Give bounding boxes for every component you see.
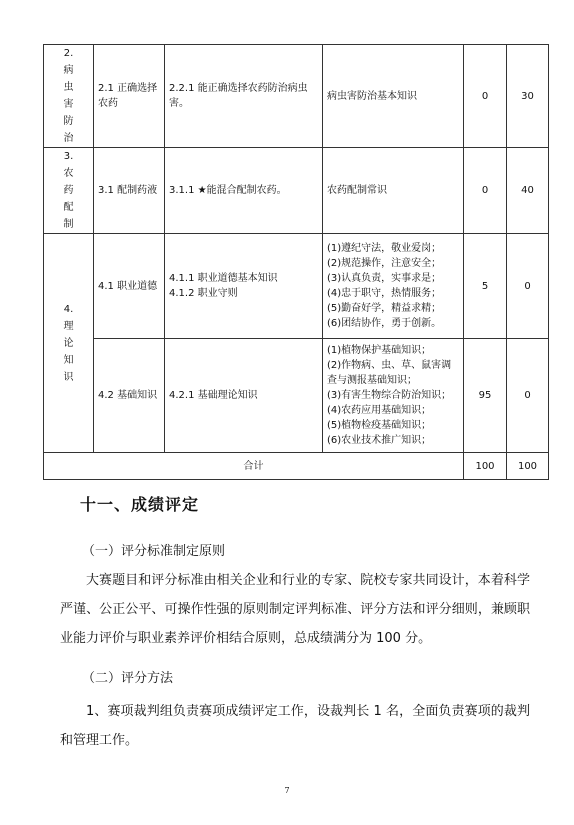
knowledge-line: (3)有害生物综合防治知识； <box>327 390 452 401</box>
content-line: 4.1.2 职业守则 <box>169 288 238 299</box>
task-label: 4.1 职业道德 <box>98 280 158 292</box>
task-label: 4.2 基础知识 <box>98 390 158 401</box>
knowledge-line: 病虫害防治基本知识 <box>327 90 417 102</box>
score-cell-a: 5 <box>464 234 507 339</box>
task-cell <box>94 339 165 453</box>
content-cell <box>165 234 323 339</box>
score-cell-a: 95 <box>464 339 507 453</box>
task-label: 2.1 正确选择农药 <box>98 83 158 109</box>
task-cell <box>94 45 165 148</box>
section-title: 十一、成绩评定 <box>80 495 200 514</box>
score-cell-a: 0 <box>464 45 507 148</box>
content-line: 4.2.1 基础理论知识 <box>169 390 258 401</box>
knowledge-line: (1)植物保护基础知识； <box>327 345 432 356</box>
total-label: 合计 <box>44 453 464 480</box>
paragraph-1: 大赛题目和评分标准由相关企业和行业的专家、院校专家共同设计，本着科学严谨、公正公平、可操作性强的原则制定评判标准、评分方法和评分细则，兼顾职业能力评价与职业素养评价相结合原则，总成绩满分为 100 分。 <box>60 573 530 646</box>
module-label: 3. 农 药 配 制 <box>63 151 74 230</box>
table-row <box>44 234 549 339</box>
score-cell-b: 30 <box>507 45 549 148</box>
knowledge-line: (1)遵纪守法，敬业爱岗； <box>327 243 442 254</box>
knowledge-cell <box>323 45 464 148</box>
knowledge-line: (2)规范操作，注意安全； <box>327 258 442 269</box>
content-cell <box>165 339 323 453</box>
knowledge-line: (3)认真负责，实事求是； <box>327 273 442 284</box>
total-score-a: 100 <box>464 453 507 480</box>
score-cell-a: 0 <box>464 148 507 234</box>
knowledge-line: (6)团结协作，勇于创新。 <box>327 318 442 329</box>
knowledge-cell <box>323 148 464 234</box>
knowledge-line: (4)忠于职守，热情服务； <box>327 288 442 299</box>
score-cell-b: 40 <box>507 148 549 234</box>
task-label: 3.1 配制药液 <box>98 185 158 196</box>
content-line: 2.2.1 能正确选择农药防治病虫害。 <box>169 83 308 109</box>
page-number: 7 <box>284 786 290 795</box>
knowledge-line: (4)农药应用基础知识； <box>327 405 432 416</box>
module-cell <box>44 234 94 453</box>
knowledge-cell <box>323 339 464 453</box>
subsection-title-1: （一）评分标准制定原则 <box>82 544 226 559</box>
module-label: 2. 病 虫 害 防 治 <box>63 48 74 144</box>
table-row <box>44 45 549 148</box>
module-label: 4. 理 论 知 识 <box>63 303 74 383</box>
table-row <box>44 339 549 453</box>
knowledge-line: 农药配制常识 <box>327 185 387 196</box>
total-score-b: 100 <box>507 453 549 480</box>
task-cell <box>94 148 165 234</box>
subsection-title-2: （二）评分方法 <box>82 671 174 686</box>
content-line: 3.1.1 ★能混合配制农药。 <box>169 185 287 196</box>
knowledge-line: (5)勤奋好学，精益求精； <box>327 303 442 314</box>
score-cell-b: 0 <box>507 339 549 453</box>
knowledge-line: (5)植物检疫基础知识； <box>327 420 432 431</box>
module-cell <box>44 148 94 234</box>
paragraph-2: 1、赛项裁判组负责赛项成绩评定工作，设裁判长 1 名，全面负责赛项的裁判和管理工作。 <box>60 704 530 748</box>
score-cell-b: 0 <box>507 234 549 339</box>
total-row <box>44 453 549 480</box>
content-line: 4.1.1 职业道德基本知识 <box>169 273 278 284</box>
skills-table <box>43 44 549 480</box>
knowledge-line: 查与测报基础知识； <box>327 375 417 386</box>
table-row <box>44 148 549 234</box>
content-cell <box>165 148 323 234</box>
knowledge-line: (2)作物病、虫、草、鼠害调 <box>327 360 452 371</box>
module-cell <box>44 45 94 148</box>
knowledge-cell <box>323 234 464 339</box>
content-cell <box>165 45 323 148</box>
task-cell <box>94 234 165 339</box>
knowledge-line: (6)农业技术推广知识； <box>327 435 432 446</box>
